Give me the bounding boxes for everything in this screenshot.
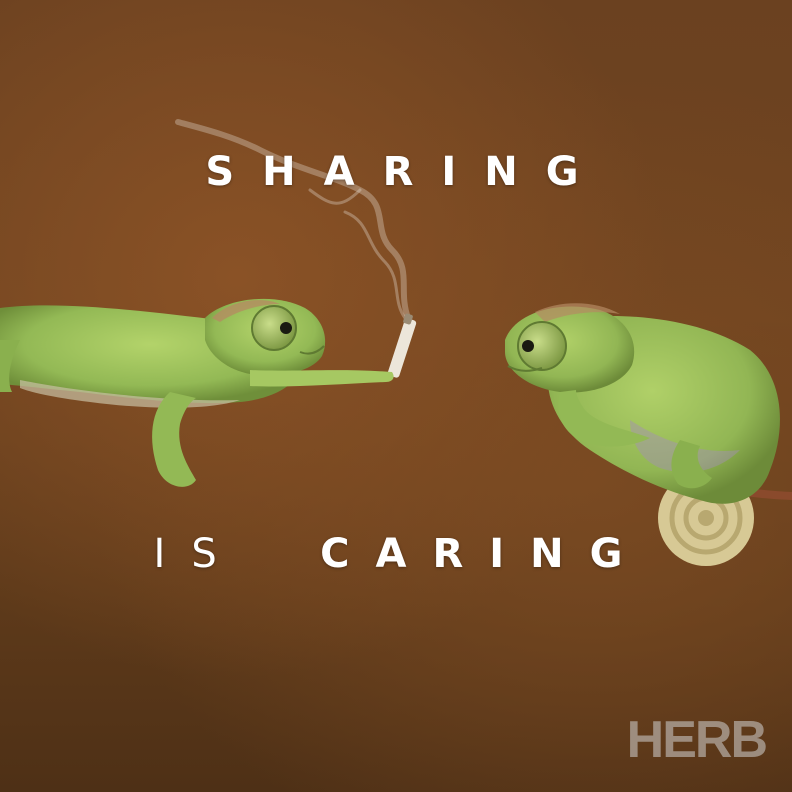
- caption-line-2: [0, 530, 792, 578]
- caption-word-caring: CARING: [320, 531, 649, 577]
- caption-word-is: IS: [153, 531, 243, 577]
- herb-watermark-logo: HERB: [626, 711, 766, 769]
- joint: [387, 313, 417, 378]
- left-chameleon: [0, 299, 394, 487]
- right-chameleon: [505, 303, 792, 566]
- caption-line-1: SHARING: [205, 149, 607, 195]
